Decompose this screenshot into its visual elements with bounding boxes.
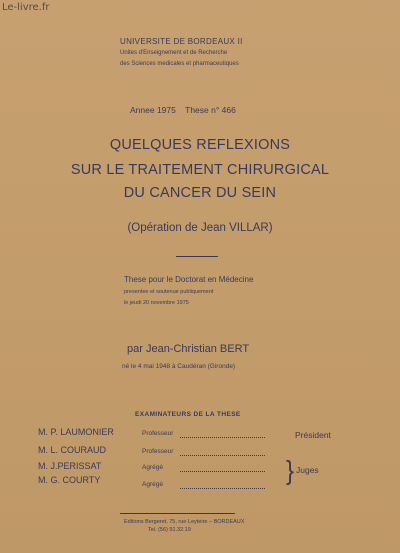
examiner-name: M. G. COURTY	[38, 475, 101, 485]
subtitle: (Opération de Jean VILLAR)	[127, 222, 273, 234]
juges-label: Juges	[296, 465, 319, 475]
dotted-line	[180, 487, 265, 489]
year-thesis-number: Annee 1975 These n° 466	[130, 105, 236, 115]
watermark: Le-livre.fr	[2, 2, 50, 13]
publisher-phone: Tel. (56) 91.32.19	[148, 527, 191, 533]
brace-glyph: }	[286, 456, 295, 487]
dotted-line	[180, 470, 265, 472]
unit-line-1: Unites d'Enseignement et de Recherche	[120, 50, 228, 56]
author-line: par Jean-Christian BERT	[127, 343, 250, 355]
examiner-role: Professeur	[142, 430, 174, 437]
examiner-name: M. J.PERISSAT	[38, 461, 102, 471]
title-line-1: QUELQUES REFLEXIONS	[109, 137, 291, 153]
title-line-3: DU CANCER DU SEIN	[123, 185, 277, 201]
dotted-line	[180, 454, 265, 456]
author-birth: né le 4 mai 1948 à Caudéran (Gironde)	[122, 363, 236, 370]
examiners-heading: EXAMINATEURS DE LA THESE	[135, 411, 241, 418]
publisher-address: Editions Bergeret, 75, rue Leyteire – BORDEAUX	[124, 519, 245, 525]
examiner-role: Agrégé	[142, 481, 163, 488]
examiner-name: M. L. COURAUD	[38, 445, 107, 455]
examiner-role: Professeur	[142, 448, 174, 455]
examiner-role: Agrégé	[142, 464, 163, 471]
unit-line-2: des Sciences medicales et pharmaceutiques	[120, 61, 239, 67]
publisher-divider	[120, 513, 235, 514]
university-name: UNIVERSITE DE BORDEAUX II	[120, 37, 243, 46]
thesis-type: These pour le Doctorat en Médecine	[124, 275, 254, 284]
divider	[176, 256, 218, 257]
president-label: Président	[295, 430, 331, 440]
dotted-line	[180, 436, 265, 438]
examiner-name: M. P. LAUMONIER	[38, 427, 114, 437]
title-line-2: SUR LE TRAITEMENT CHIRURGICAL	[70, 162, 330, 178]
thesis-presented: presentee et soutenue publiquement	[124, 289, 214, 295]
thesis-date: le jeudi 20 novembre 1975	[124, 300, 189, 306]
